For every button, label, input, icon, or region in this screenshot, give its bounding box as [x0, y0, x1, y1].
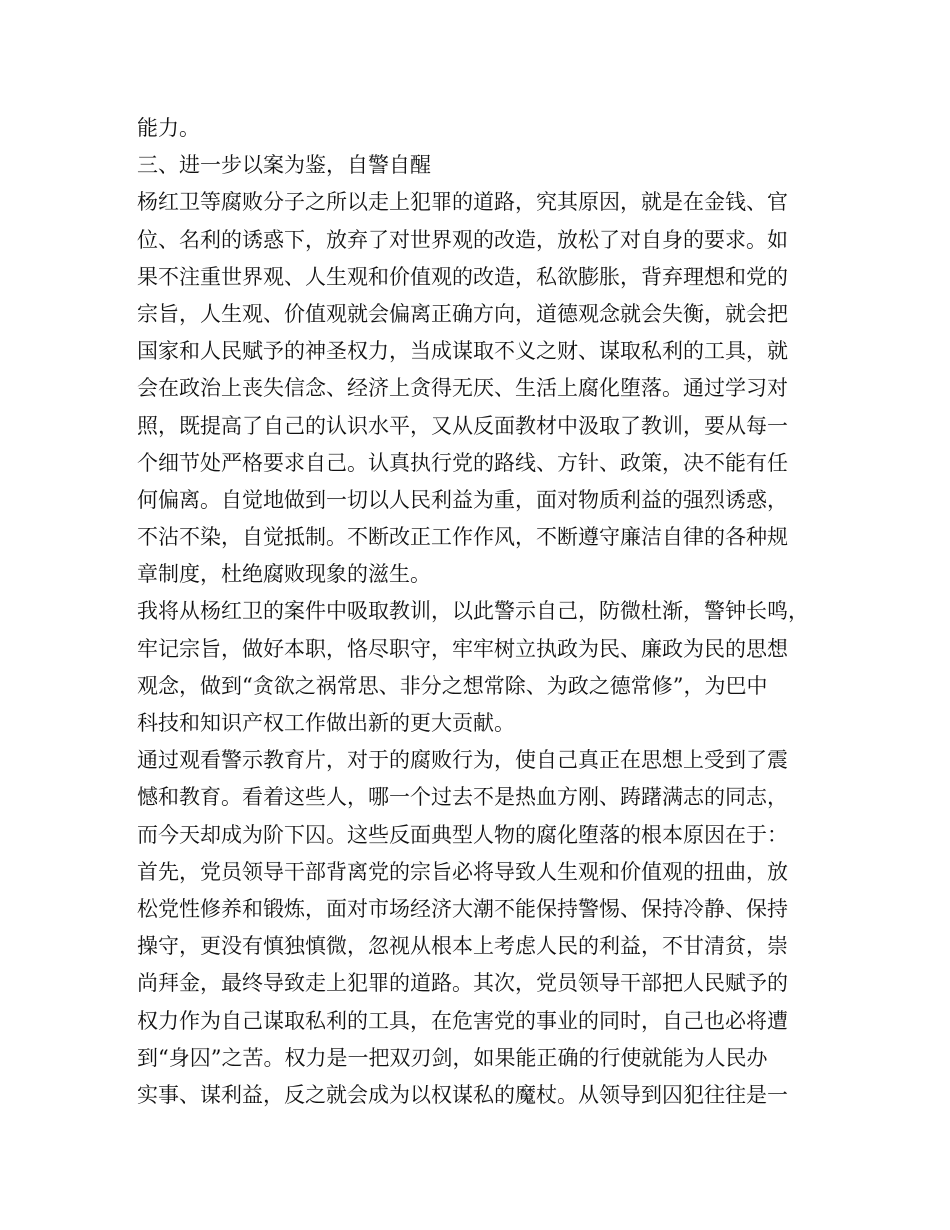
- text-line: 通过观看警示教育片，对于的腐败行为，使自己真正在思想上受到了震: [137, 748, 788, 773]
- text-line: 位、名利的诱惑下，放弃了对世界观的改造，放松了对自身的要求。如: [137, 227, 788, 252]
- text-line: 何偏离。自觉地做到一切以人民利益为重，面对物质利益的强烈诱惑，: [137, 487, 788, 512]
- text-line: 个细节处严格要求自己。认真执行党的路线、方针、政策，决不能有任: [137, 450, 788, 475]
- text-line: 宗旨，人生观、价值观就会偏离正确方向，道德观念就会失衡，就会把: [137, 301, 788, 326]
- text-line: 国家和人民赋予的神圣权力，当成谋取不义之财、谋取私利的工具，就: [137, 339, 788, 364]
- text-line: 科技和知识产权工作做出新的更大贡献。: [137, 711, 515, 735]
- text-line: 实事、谋利益，反之就会成为以权谋私的魔杖。从领导到囚犯往往是一: [137, 1082, 788, 1107]
- text-line: 我将从杨红卫的案件中吸取教训，以此警示自己，防微杜渐，警钟长鸣，: [137, 599, 809, 624]
- text-line: 照，既提高了自己的认识水平，又从反面教材中汲取了教训，要从每一: [137, 413, 788, 438]
- text-line: 尚拜金，最终导致走上犯罪的道路。其次，党员领导干部把人民赋予的: [137, 971, 788, 996]
- text-line: 松党性修养和锻炼，面对市场经济大潮不能保持警惕、保持冷静、保持: [137, 896, 788, 921]
- text-line: 牢记宗旨，做好本职，恪尽职守，牢牢树立执政为民、廉政为民的思想: [137, 636, 788, 661]
- text-line: 观念，做到“贪欲之祸常思、非分之想常除、为政之德常修”，为巴中: [137, 673, 768, 698]
- text-line: 而今天却成为阶下囚。这些反面典型人物的腐化堕落的根本原因在于：: [137, 822, 788, 847]
- text-line: 憾和教育。看着这些人，哪一个过去不是热血方刚、踌躇满志的同志，: [137, 785, 788, 810]
- text-line: 能力。: [137, 116, 200, 140]
- text-line: 不沾不染，自觉抵制。不断改正工作作风，不断遵守廉洁自律的各种规: [137, 525, 788, 550]
- text-line: 章制度，杜绝腐败现象的滋生。: [137, 562, 431, 587]
- text-line: 操守，更没有慎独慎微，忽视从根本上考虑人民的利益，不甘清贫，崇: [137, 934, 788, 959]
- text-line: 权力作为自己谋取私利的工具，在危害党的事业的同时，自己也必将遭: [137, 1008, 788, 1033]
- text-line: 首先，党员领导干部背离党的宗旨必将导致人生观和价值观的扭曲，放: [137, 859, 788, 884]
- text-line: 会在政治上丧失信念、经济上贪得无厌、生活上腐化堕落。通过学习对: [137, 376, 788, 401]
- text-line: 果不注重世界观、人生观和价值观的改造，私欲膨胀，背弃理想和党的: [137, 264, 788, 289]
- text-line: 到“身囚”之苦。权力是一把双刃剑，如果能正确的行使就能为人民办: [137, 1045, 768, 1070]
- text-line: 杨红卫等腐败分子之所以走上犯罪的道路，究其原因，就是在金钱、官: [137, 190, 788, 215]
- section-heading: 三、进一步以案为鉴，自警自醒: [137, 153, 431, 178]
- document-body: [137, 110, 837, 1114]
